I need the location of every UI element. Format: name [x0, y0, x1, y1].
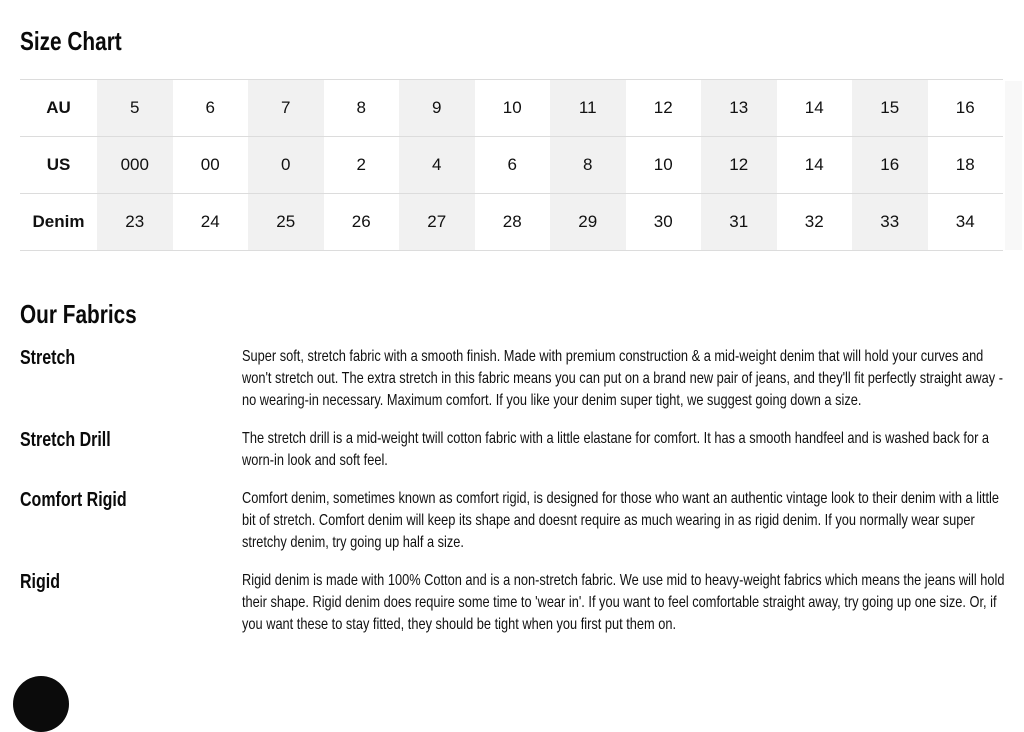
fabric-row	[20, 488, 1008, 554]
size-chart-cell: 2	[356, 155, 366, 174]
fabric-name	[20, 428, 242, 472]
size-chart-cell: 9	[399, 80, 475, 136]
size-chart-cell: 27	[399, 194, 475, 250]
size-chart-table[interactable]	[20, 79, 1003, 251]
size-chart-cell: 29	[550, 194, 626, 250]
size-chart-cell: 16	[852, 137, 928, 193]
size-chart-cell: 8	[356, 98, 366, 117]
size-chart-cell: 23	[97, 194, 173, 250]
size-chart-cell: 28	[502, 212, 522, 231]
size-chart-cell: 0	[248, 137, 324, 193]
size-chart-row-label: Denim	[32, 212, 85, 231]
fabric-name-text: Stretch	[20, 347, 76, 369]
size-chart-cell: 12	[701, 137, 777, 193]
size-chart-cell: 30	[653, 212, 673, 231]
size-chart-row-label: US	[46, 155, 71, 174]
fabric-description: Comfort denim, sometimes known as comfort rigid, is designed for those who want an authentic vintage look to their denim with a little bit of stretch. Comfort denim will keep its shape and doesnt require as much wearing in as rigid denim. If you normally wear super stretchy denim, try going up half a size.	[242, 490, 999, 551]
fabric-name	[20, 346, 242, 412]
fabric-description-column	[242, 488, 1008, 554]
size-chart-cell: 16	[955, 98, 975, 117]
size-chart-cell: 8	[550, 137, 626, 193]
size-chart-cell: 33	[852, 194, 928, 250]
size-chart-cell: 12	[653, 98, 673, 117]
size-chart-cell: 13	[701, 80, 777, 136]
fabric-description-column	[242, 346, 1008, 412]
fabric-description-column	[242, 428, 1008, 472]
size-chart-row	[20, 137, 1003, 194]
size-chart-cell: 24	[200, 212, 220, 231]
fabrics-list	[20, 346, 1008, 636]
size-chart-cell: 00	[200, 155, 220, 174]
size-chart-cell: 000	[97, 137, 173, 193]
fabric-description: Rigid denim is made with 100% Cotton and is a non-stretch fabric. We use mid to heavy-weight fabrics which means the jeans will hold their shape. Rigid denim does require some time to 'wear in'. If you want to feel comfortable straight away, try going up one size. Or, if you want these to stay fitted, they should be tight when you first put them on.	[242, 572, 1005, 633]
fabric-name	[20, 570, 242, 636]
size-chart-cell: 32	[804, 212, 824, 231]
size-chart-page	[0, 26, 1024, 687]
size-chart-cell: 10	[653, 155, 673, 174]
fabric-name-text: Rigid	[20, 571, 60, 593]
size-chart-heading-text: Size Chart	[20, 26, 122, 56]
size-chart-row	[20, 194, 1003, 251]
fabric-row	[20, 570, 1008, 636]
fabric-name	[20, 488, 242, 554]
floating-widget-button[interactable]	[13, 676, 69, 732]
size-chart-cell: 10	[502, 98, 522, 117]
fabric-description: The stretch drill is a mid-weight twill cotton fabric with a little elastane for comfort. It has a smooth handfeel and is washed back for a worn-in look and soft feel.	[242, 430, 990, 469]
size-chart-row-label: AU	[46, 98, 71, 117]
table-overflow-peek	[1005, 81, 1022, 250]
size-chart-heading	[20, 26, 1024, 56]
size-chart-cell: 31	[701, 194, 777, 250]
size-chart-cell: 6	[205, 98, 215, 117]
fabric-description: Super soft, stretch fabric with a smooth finish. Made with premium construction & a mid-weight denim that will hold your curves and won't stretch out. The extra stretch in this fabric means you can put on a brand new pair of jeans, and they'll fit perfectly straight away - no wearing-in necessary. Maximum comfort. If you like your denim super tight, we suggest going down a size.	[242, 348, 1003, 409]
fabric-description-column	[242, 570, 1008, 636]
size-chart-cell: 15	[852, 80, 928, 136]
size-chart-cell: 7	[248, 80, 324, 136]
fabric-name-text: Stretch Drill	[20, 429, 111, 451]
fabric-row	[20, 428, 1008, 472]
size-chart-cell: 6	[507, 155, 517, 174]
size-chart-cell: 14	[804, 98, 824, 117]
size-chart-cell: 14	[804, 155, 824, 174]
size-chart-cell: 26	[351, 212, 371, 231]
size-chart-cell: 11	[550, 80, 626, 136]
size-chart-cell: 25	[248, 194, 324, 250]
size-chart-row	[20, 80, 1003, 137]
fabrics-heading	[20, 299, 1024, 329]
size-chart-cell: 34	[955, 212, 975, 231]
size-chart-cell: 4	[399, 137, 475, 193]
fabrics-heading-text: Our Fabrics	[20, 299, 137, 329]
size-chart-cell: 18	[955, 155, 975, 174]
size-chart-cell: 5	[97, 80, 173, 136]
fabric-row	[20, 346, 1008, 412]
fabric-name-text: Comfort Rigid	[20, 489, 127, 511]
